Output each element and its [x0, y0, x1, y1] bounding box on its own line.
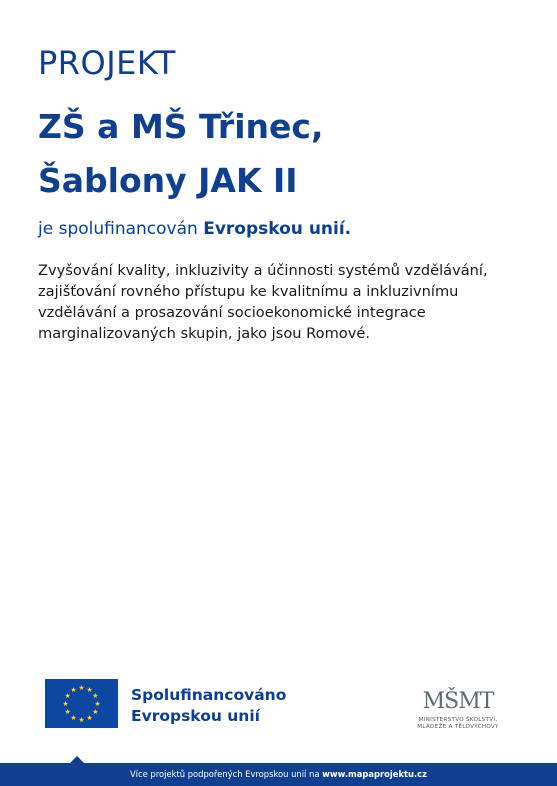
msmt-caption-line-1: MINISTERSTVO ŠKOLSTVÍ,: [418, 717, 498, 723]
description-line-1: Zvyšování kvality, inkluzivity a účinnosti systémů vzdělávání,: [38, 262, 488, 279]
eu-star-icon: ★: [78, 716, 85, 724]
eu-star-icon: ★: [64, 708, 71, 716]
description-line-3: vzdělávání a prosazování socioekonomické integrace: [38, 304, 426, 321]
msmt-mark: MŠMT: [422, 689, 494, 714]
eu-star-icon: ★: [86, 713, 93, 722]
msmt-caption: [402, 717, 514, 731]
eu-logo-line-1: Spolufinancováno: [131, 686, 287, 704]
eu-cofunded-logo-text: [131, 685, 286, 727]
footer-text: Více projektů podpořených Evropskou unií na: [129, 769, 323, 779]
cofunding-statement: [38, 219, 351, 239]
eu-star-icon: ★: [92, 708, 99, 716]
project-title: [38, 100, 518, 208]
project-title-line-1: ZŠ a MŠ Třinec,: [38, 107, 324, 146]
footer-bar: [0, 763, 557, 786]
eu-logo-line-2: Evropskou unií: [131, 707, 260, 725]
eu-star-icon: ★: [86, 686, 93, 695]
project-title-line-2: Šablony JAK II: [38, 161, 298, 200]
msmt-caption-line-2: MLÁDEŽE A TĚLOVÝCHOVY: [417, 724, 499, 730]
eu-star-icon: ★: [62, 700, 69, 708]
description-line-2: zajišťování rovného přístupu ke kvalitnímu a inkluzivnímu: [38, 283, 459, 300]
eu-flag-icon: [45, 679, 118, 728]
footer-link[interactable]: www.mapaprojektu.cz: [322, 769, 428, 779]
cofunding-prefix: je spolufinancován: [38, 219, 204, 239]
eu-star-icon: ★: [64, 692, 71, 700]
project-label: PROJEKT: [38, 44, 176, 82]
eu-star-icon: ★: [94, 700, 101, 708]
description-line-4: marginalizovaných skupin, jako jsou Romové.: [38, 325, 370, 342]
project-description: [38, 260, 518, 344]
eu-star-icon: ★: [92, 692, 99, 700]
eu-star-icon: ★: [70, 713, 77, 722]
eu-star-icon: ★: [70, 686, 77, 695]
eu-star-icon: ★: [78, 684, 85, 692]
cofunding-emphasis: Evropskou unií.: [203, 219, 352, 239]
